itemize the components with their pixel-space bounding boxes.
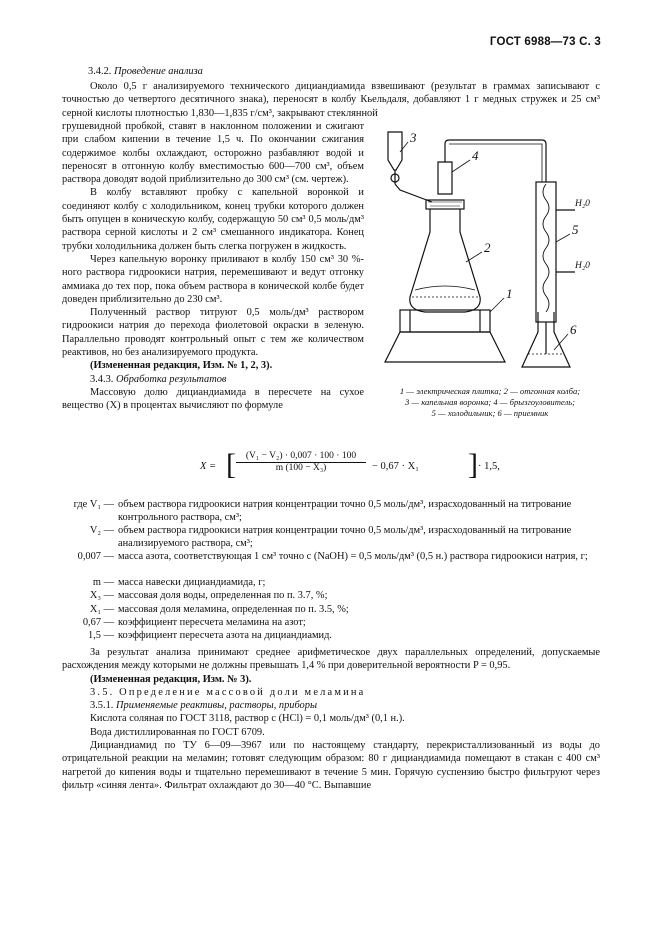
section-title: Обработка результатов <box>116 373 227 385</box>
dropping-funnel <box>388 132 402 170</box>
hotplate-top <box>400 310 490 332</box>
section-number: 3.5.1. <box>90 700 114 712</box>
fraction <box>236 451 366 473</box>
section-title: Применяемые реактивы, растворы, приборы <box>116 700 317 712</box>
paragraph-assembly: В колбу вставляют пробку с капельной воронкой и соединяют колбу с холодильником, конец трубки которого должен быть опущен в коническую колбу, содержащую 50 см³ 0,5 моль/дм³ раствора серной кислоты и 2 см³ смешанного индикатора. Конец трубки холодильника должен быть слегка погружен в жидкость. <box>62 187 364 252</box>
definition-symbol: 0,007 — <box>77 551 114 562</box>
definition-text: масса навески дициандиамида, г; <box>118 577 266 588</box>
formula-multiplier: · 1,5, <box>478 461 500 472</box>
connecting-tube <box>445 140 546 182</box>
section-number: 3.4.3. <box>90 373 114 385</box>
definition-text: объем раствора гидроокиси натрия концентрации точно 0,5 моль/дм³, израсходованный на титрование контрольного раствора, см³; <box>118 499 572 524</box>
section-3-4-2-title <box>88 66 203 77</box>
definition-symbol: X₃ — <box>89 590 114 602</box>
formula-minus-term: − 0,67 · X₁ <box>372 461 419 472</box>
condenser <box>536 182 556 322</box>
definition-row <box>62 550 602 576</box>
formula-lhs: X = <box>200 461 217 472</box>
definition-text: масса азота, соответствующая 1 см³ точно c (NaOH) = 0,5 моль/дм³ (0,5 н.) раствора гидроокиси натрия, г; <box>118 551 588 562</box>
definition-text: коэффициент пересчета азота на дициандиамид. <box>118 630 332 642</box>
bracket-open: [ <box>226 448 236 481</box>
definition-symbol: 0,67 — <box>82 616 114 628</box>
distillation-apparatus-diagram <box>370 122 610 382</box>
reagent-water: Вода дистиллированная по ГОСТ 6709. <box>90 726 265 738</box>
numerator: (V₁ − V₂) · 0,007 · 100 · 100 <box>236 451 366 463</box>
caption-line: 3 — капельная воронка; 4 — брызгоуловитель; <box>404 397 576 407</box>
label-3: 3 <box>410 130 417 145</box>
definition-symbol: 1,5 — <box>88 630 114 642</box>
water-inlet-label: H₂0 <box>575 261 590 271</box>
section-3-5-1-title <box>62 699 600 712</box>
definition-row <box>62 589 602 602</box>
label-5: 5 <box>572 222 579 237</box>
figure-caption <box>372 386 608 419</box>
definitions-list <box>62 498 602 642</box>
label-1: 1 <box>506 286 513 301</box>
definition-text: объем раствора гидроокиси натрия концентрации точно 0,5 моль/дм³, израсходованный на титрование анализируемого раствора, см³; <box>118 525 572 550</box>
definition-symbol: где V₁ — <box>73 499 114 510</box>
edit-note-2: (Измененная редакция, Изм. № 3). <box>90 673 252 685</box>
definition-row <box>62 524 602 550</box>
definition-text: массовая доля воды, определенная по п. 3.7, %; <box>118 590 328 602</box>
definition-row <box>62 603 602 616</box>
definition-row <box>62 576 602 589</box>
section-title: Проведение анализа <box>114 66 203 77</box>
definition-row <box>62 629 602 642</box>
definition-symbol: X₁ — <box>89 603 114 615</box>
definition-row <box>62 498 602 524</box>
definition-row <box>62 616 602 629</box>
section-3-4-3-title <box>62 373 364 386</box>
splash-guard <box>438 162 452 194</box>
paragraph-calc-intro: Массовую долю дициандиамида в пересчете на сухое вещество (X) в процентах вычисляют по формуле <box>62 386 364 412</box>
page-header: ГОСТ 6988—73 С. 3 <box>489 36 601 48</box>
definition-text: коэффициент пересчета меламина на азот; <box>118 616 306 628</box>
caption-line: 1 — электрическая плитка; 2 — отгонная колба; <box>399 386 581 396</box>
bracket-close: ] <box>468 448 478 481</box>
section-number: 3.4.2. <box>88 66 112 77</box>
reagent-dicyandiamide: Дициандиамид по ТУ 6—09—3967 или по настоящему стандарту, перекристаллизованный из воды до отрицательной реакции на меламин; готовят следующим образом: 80 г дициандиамида помещают в стакан с 400 см³ нагретой до кипения воды и тщательно перемешивают в течение 5 мин. Горячую суспензию быстро фильтруют через фильтр «синяя лента». Фильтрат охлаждают до 30—40 °С. Выпавшие <box>62 740 600 791</box>
paragraph-titration: Полученный раствор титруют 0,5 моль/дм³ раствором гидроокиси натрия до перехода фиолетовой окраски в зеленую. Параллельно проводят контрольный опыт с тем же количеством реактивов, но без анализируемого продукта. <box>62 307 364 359</box>
section-3-5-title: 3.5. Определение массовой доли меламина <box>90 686 366 698</box>
paragraph-sample-prep: Около 0,5 г анализируемого технического дициандиамида взвешивают (результат в граммах записывают с точностью до четвертого десятичного знака), переносят в колбу Кьельдаля, добавляют 1 г медных стружек и 25 см³ серной кислоты плотностью 1,830—1,835 г/см³, закрывают стеклянной <box>62 81 600 119</box>
edit-note-1: (Измененная редакция, Изм. № 1, 2, 3). <box>90 360 273 372</box>
label-2: 2 <box>484 240 491 255</box>
label-4: 4 <box>472 148 479 163</box>
definition-text: массовая доля меламина, определенная по п. 3.5, %; <box>118 603 349 615</box>
denominator: m (100 − X₃) <box>275 463 327 473</box>
reagent-hcl: Кислота соляная по ГОСТ 3118, раствор c (HCl) = 0,1 моль/дм³ (0,1 н.). <box>90 713 405 725</box>
formula <box>200 447 620 491</box>
paragraph-burning: грушевидной пробкой, ставят в наклонном положении и сжигают при слабом кипении в течение 1,5 ч. По окончании сжигания содержимое колбы охлаждают, осторожно разбавляют водой и переносят в отгонную колбу вместимостью 600—700 см³, объем раствора доводят водой приблизительно до 300 см³ (см. чертеж). <box>62 121 364 186</box>
caption-line: 5 — холодильник; 6 — приемник <box>431 408 549 418</box>
label-6: 6 <box>570 322 577 337</box>
hotplate-base <box>385 332 505 362</box>
definition-symbol: m — <box>92 577 114 588</box>
definition-symbol: V₂ — <box>89 525 114 536</box>
paragraph-result: За результат анализа принимают среднее арифметическое двух параллельных определений, допускаемые расхождения между которыми не должны превышать 1,4 % при доверительной вероятности P = 0,95. <box>62 647 600 672</box>
paragraph-distillation: Через капельную воронку приливают в колбу 150 см³ 30 %-ного раствора гидроокиси натрия, перемешивают и ведут отгонку аммиака до тех пор, пока объем раствора в конической колбе будет доведен приблизительно до 230 см³. <box>62 253 364 305</box>
water-outlet-label: H₂0 <box>575 199 590 209</box>
